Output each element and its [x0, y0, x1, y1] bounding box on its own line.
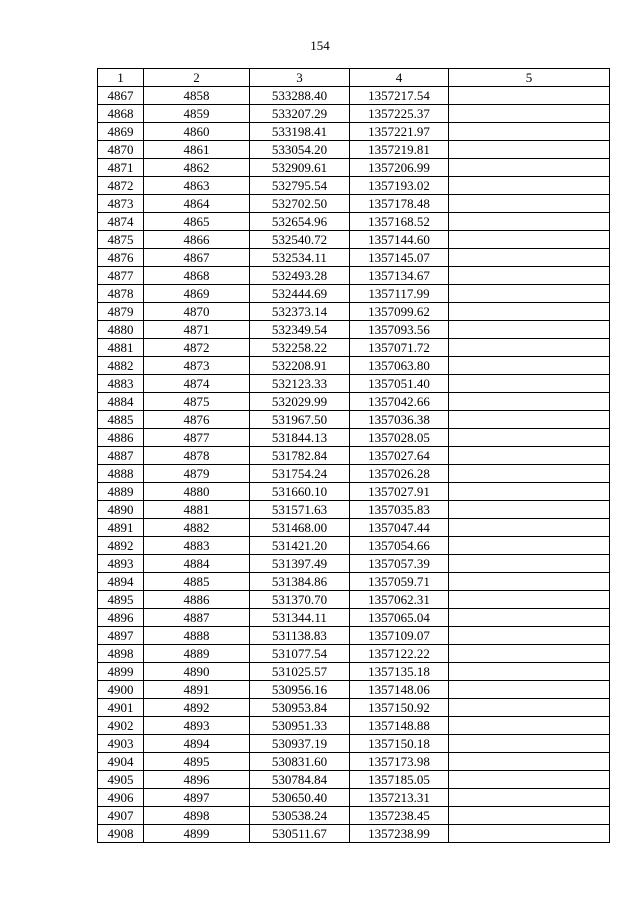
- note-cell: [449, 303, 610, 321]
- row-number-cell: 4880: [98, 321, 144, 339]
- note-cell: [449, 519, 610, 537]
- y-coordinate-cell: 1357062.31: [350, 591, 449, 609]
- table-row: [98, 501, 610, 519]
- table-row: [98, 195, 610, 213]
- point-number-cell: 4886: [144, 591, 250, 609]
- row-number-cell: 4893: [98, 555, 144, 573]
- note-cell: [449, 267, 610, 285]
- note-cell: [449, 285, 610, 303]
- table-row: [98, 123, 610, 141]
- note-cell: [449, 591, 610, 609]
- point-number-cell: 4871: [144, 321, 250, 339]
- table-row: [98, 375, 610, 393]
- x-coordinate-cell: 532795.54: [250, 177, 350, 195]
- y-coordinate-cell: 1357150.18: [350, 735, 449, 753]
- row-number-cell: 4905: [98, 771, 144, 789]
- point-number-cell: 4862: [144, 159, 250, 177]
- table-row: [98, 627, 610, 645]
- note-cell: [449, 627, 610, 645]
- point-number-cell: 4869: [144, 285, 250, 303]
- note-cell: [449, 411, 610, 429]
- point-number-cell: 4895: [144, 753, 250, 771]
- point-number-cell: 4879: [144, 465, 250, 483]
- table-row: [98, 141, 610, 159]
- point-number-cell: 4874: [144, 375, 250, 393]
- row-number-cell: 4908: [98, 825, 144, 843]
- y-coordinate-cell: 1357173.98: [350, 753, 449, 771]
- point-number-cell: 4876: [144, 411, 250, 429]
- x-coordinate-cell: 532534.11: [250, 249, 350, 267]
- point-number-cell: 4893: [144, 717, 250, 735]
- note-cell: [449, 807, 610, 825]
- x-coordinate-cell: 531370.70: [250, 591, 350, 609]
- table-row: [98, 87, 610, 105]
- x-coordinate-cell: 531782.84: [250, 447, 350, 465]
- x-coordinate-cell: 533207.29: [250, 105, 350, 123]
- note-cell: [449, 339, 610, 357]
- point-number-cell: 4880: [144, 483, 250, 501]
- y-coordinate-cell: 1357225.37: [350, 105, 449, 123]
- x-coordinate-cell: 531468.00: [250, 519, 350, 537]
- note-cell: [449, 753, 610, 771]
- x-coordinate-cell: 532258.22: [250, 339, 350, 357]
- table-row: [98, 789, 610, 807]
- x-coordinate-cell: 531077.54: [250, 645, 350, 663]
- x-coordinate-cell: 530511.67: [250, 825, 350, 843]
- point-number-cell: 4859: [144, 105, 250, 123]
- x-coordinate-cell: 532208.91: [250, 357, 350, 375]
- table-row: [98, 753, 610, 771]
- column-header-1: 1: [98, 69, 144, 87]
- note-cell: [449, 123, 610, 141]
- row-number-cell: 4868: [98, 105, 144, 123]
- y-coordinate-cell: 1357213.31: [350, 789, 449, 807]
- table-row: [98, 303, 610, 321]
- note-cell: [449, 105, 610, 123]
- note-cell: [449, 789, 610, 807]
- x-coordinate-cell: 530784.84: [250, 771, 350, 789]
- note-cell: [449, 87, 610, 105]
- table-row: [98, 771, 610, 789]
- table-row: [98, 285, 610, 303]
- point-number-cell: 4881: [144, 501, 250, 519]
- x-coordinate-cell: 533054.20: [250, 141, 350, 159]
- x-coordinate-cell: 531344.11: [250, 609, 350, 627]
- table-row: [98, 519, 610, 537]
- row-number-cell: 4884: [98, 393, 144, 411]
- note-cell: [449, 483, 610, 501]
- note-cell: [449, 771, 610, 789]
- y-coordinate-cell: 1357219.81: [350, 141, 449, 159]
- row-number-cell: 4875: [98, 231, 144, 249]
- row-number-cell: 4871: [98, 159, 144, 177]
- x-coordinate-cell: 530956.16: [250, 681, 350, 699]
- row-number-cell: 4906: [98, 789, 144, 807]
- x-coordinate-cell: 532373.14: [250, 303, 350, 321]
- y-coordinate-cell: 1357134.67: [350, 267, 449, 285]
- row-number-cell: 4887: [98, 447, 144, 465]
- note-cell: [449, 159, 610, 177]
- y-coordinate-cell: 1357178.48: [350, 195, 449, 213]
- y-coordinate-cell: 1357221.97: [350, 123, 449, 141]
- y-coordinate-cell: 1357027.64: [350, 447, 449, 465]
- page-number: 154: [310, 38, 330, 53]
- column-header-3: 3: [250, 69, 350, 87]
- note-cell: [449, 249, 610, 267]
- table-row: [98, 825, 610, 843]
- x-coordinate-cell: 532123.33: [250, 375, 350, 393]
- point-number-cell: 4870: [144, 303, 250, 321]
- note-cell: [449, 735, 610, 753]
- y-coordinate-cell: 1357238.45: [350, 807, 449, 825]
- point-number-cell: 4889: [144, 645, 250, 663]
- row-number-cell: 4876: [98, 249, 144, 267]
- row-number-cell: 4869: [98, 123, 144, 141]
- x-coordinate-cell: 531844.13: [250, 429, 350, 447]
- note-cell: [449, 375, 610, 393]
- row-number-cell: 4903: [98, 735, 144, 753]
- x-coordinate-cell: 531967.50: [250, 411, 350, 429]
- table-row: [98, 231, 610, 249]
- table-row: [98, 447, 610, 465]
- x-coordinate-cell: 531421.20: [250, 537, 350, 555]
- note-cell: [449, 645, 610, 663]
- y-coordinate-cell: 1357027.91: [350, 483, 449, 501]
- x-coordinate-cell: 530951.33: [250, 717, 350, 735]
- table-row: [98, 573, 610, 591]
- y-coordinate-cell: 1357054.66: [350, 537, 449, 555]
- x-coordinate-cell: 531571.63: [250, 501, 350, 519]
- table-row: [98, 717, 610, 735]
- table-row: [98, 429, 610, 447]
- note-cell: [449, 213, 610, 231]
- point-number-cell: 4883: [144, 537, 250, 555]
- note-cell: [449, 609, 610, 627]
- point-number-cell: 4863: [144, 177, 250, 195]
- note-cell: [449, 447, 610, 465]
- table-row: [98, 213, 610, 231]
- point-number-cell: 4860: [144, 123, 250, 141]
- x-coordinate-cell: 531384.86: [250, 573, 350, 591]
- x-coordinate-cell: 530937.19: [250, 735, 350, 753]
- row-number-cell: 4886: [98, 429, 144, 447]
- row-number-cell: 4900: [98, 681, 144, 699]
- point-number-cell: 4892: [144, 699, 250, 717]
- header-row: [98, 69, 610, 87]
- x-coordinate-cell: 533288.40: [250, 87, 350, 105]
- row-number-cell: 4895: [98, 591, 144, 609]
- point-number-cell: 4875: [144, 393, 250, 411]
- table-row: [98, 663, 610, 681]
- x-coordinate-cell: 532540.72: [250, 231, 350, 249]
- point-number-cell: 4890: [144, 663, 250, 681]
- row-number-cell: 4870: [98, 141, 144, 159]
- row-number-cell: 4867: [98, 87, 144, 105]
- table-row: [98, 393, 610, 411]
- y-coordinate-cell: 1357099.62: [350, 303, 449, 321]
- row-number-cell: 4892: [98, 537, 144, 555]
- row-number-cell: 4879: [98, 303, 144, 321]
- table-row: [98, 357, 610, 375]
- row-number-cell: 4904: [98, 753, 144, 771]
- y-coordinate-cell: 1357035.83: [350, 501, 449, 519]
- note-cell: [449, 393, 610, 411]
- y-coordinate-cell: 1357150.92: [350, 699, 449, 717]
- table-row: [98, 807, 610, 825]
- x-coordinate-cell: 531660.10: [250, 483, 350, 501]
- row-number-cell: 4899: [98, 663, 144, 681]
- y-coordinate-cell: 1357145.07: [350, 249, 449, 267]
- y-coordinate-cell: 1357063.80: [350, 357, 449, 375]
- y-coordinate-cell: 1357057.39: [350, 555, 449, 573]
- table-row: [98, 645, 610, 663]
- note-cell: [449, 825, 610, 843]
- table-row: [98, 267, 610, 285]
- note-cell: [449, 141, 610, 159]
- point-number-cell: 4865: [144, 213, 250, 231]
- row-number-cell: 4907: [98, 807, 144, 825]
- note-cell: [449, 195, 610, 213]
- point-number-cell: 4891: [144, 681, 250, 699]
- point-number-cell: 4868: [144, 267, 250, 285]
- row-number-cell: 4888: [98, 465, 144, 483]
- point-number-cell: 4888: [144, 627, 250, 645]
- note-cell: [449, 357, 610, 375]
- point-number-cell: 4898: [144, 807, 250, 825]
- note-cell: [449, 231, 610, 249]
- y-coordinate-cell: 1357122.22: [350, 645, 449, 663]
- note-cell: [449, 717, 610, 735]
- y-coordinate-cell: 1357148.88: [350, 717, 449, 735]
- table-row: [98, 339, 610, 357]
- y-coordinate-cell: 1357193.02: [350, 177, 449, 195]
- row-number-cell: 4882: [98, 357, 144, 375]
- x-coordinate-cell: 532654.96: [250, 213, 350, 231]
- x-coordinate-cell: 531397.49: [250, 555, 350, 573]
- y-coordinate-cell: 1357148.06: [350, 681, 449, 699]
- x-coordinate-cell: 532493.28: [250, 267, 350, 285]
- row-number-cell: 4889: [98, 483, 144, 501]
- x-coordinate-cell: 532702.50: [250, 195, 350, 213]
- note-cell: [449, 177, 610, 195]
- x-coordinate-cell: 532349.54: [250, 321, 350, 339]
- point-number-cell: 4866: [144, 231, 250, 249]
- y-coordinate-cell: 1357036.38: [350, 411, 449, 429]
- note-cell: [449, 573, 610, 591]
- y-coordinate-cell: 1357065.04: [350, 609, 449, 627]
- note-cell: [449, 537, 610, 555]
- table-row: [98, 681, 610, 699]
- row-number-cell: 4902: [98, 717, 144, 735]
- row-number-cell: 4883: [98, 375, 144, 393]
- x-coordinate-cell: 531025.57: [250, 663, 350, 681]
- table-header: [98, 69, 610, 87]
- point-number-cell: 4884: [144, 555, 250, 573]
- y-coordinate-cell: 1357135.18: [350, 663, 449, 681]
- row-number-cell: 4896: [98, 609, 144, 627]
- row-number-cell: 4894: [98, 573, 144, 591]
- table-row: [98, 591, 610, 609]
- row-number-cell: 4901: [98, 699, 144, 717]
- y-coordinate-cell: 1357144.60: [350, 231, 449, 249]
- point-number-cell: 4878: [144, 447, 250, 465]
- table-row: [98, 105, 610, 123]
- row-number-cell: 4872: [98, 177, 144, 195]
- column-header-2: 2: [144, 69, 250, 87]
- row-number-cell: 4890: [98, 501, 144, 519]
- table-row: [98, 249, 610, 267]
- y-coordinate-cell: 1357047.44: [350, 519, 449, 537]
- x-coordinate-cell: 530953.84: [250, 699, 350, 717]
- y-coordinate-cell: 1357217.54: [350, 87, 449, 105]
- x-coordinate-cell: 532444.69: [250, 285, 350, 303]
- y-coordinate-cell: 1357206.99: [350, 159, 449, 177]
- y-coordinate-cell: 1357185.05: [350, 771, 449, 789]
- x-coordinate-cell: 530831.60: [250, 753, 350, 771]
- y-coordinate-cell: 1357026.28: [350, 465, 449, 483]
- y-coordinate-cell: 1357109.07: [350, 627, 449, 645]
- row-number-cell: 4874: [98, 213, 144, 231]
- table-row: [98, 411, 610, 429]
- note-cell: [449, 681, 610, 699]
- x-coordinate-cell: 531754.24: [250, 465, 350, 483]
- point-number-cell: 4887: [144, 609, 250, 627]
- table-row: [98, 159, 610, 177]
- point-number-cell: 4867: [144, 249, 250, 267]
- row-number-cell: 4877: [98, 267, 144, 285]
- table-row: [98, 177, 610, 195]
- point-number-cell: 4899: [144, 825, 250, 843]
- y-coordinate-cell: 1357168.52: [350, 213, 449, 231]
- table-row: [98, 483, 610, 501]
- note-cell: [449, 465, 610, 483]
- point-number-cell: 4885: [144, 573, 250, 591]
- column-header-4: 4: [350, 69, 449, 87]
- y-coordinate-cell: 1357093.56: [350, 321, 449, 339]
- point-number-cell: 4882: [144, 519, 250, 537]
- x-coordinate-cell: 532909.61: [250, 159, 350, 177]
- table-row: [98, 735, 610, 753]
- note-cell: [449, 555, 610, 573]
- point-number-cell: 4896: [144, 771, 250, 789]
- row-number-cell: 4873: [98, 195, 144, 213]
- point-number-cell: 4877: [144, 429, 250, 447]
- y-coordinate-cell: 1357117.99: [350, 285, 449, 303]
- row-number-cell: 4897: [98, 627, 144, 645]
- y-coordinate-cell: 1357028.05: [350, 429, 449, 447]
- point-number-cell: 4861: [144, 141, 250, 159]
- table-row: [98, 699, 610, 717]
- x-coordinate-cell: 530538.24: [250, 807, 350, 825]
- y-coordinate-cell: 1357071.72: [350, 339, 449, 357]
- coordinates-table: [97, 68, 610, 843]
- y-coordinate-cell: 1357051.40: [350, 375, 449, 393]
- note-cell: [449, 501, 610, 519]
- table-row: [98, 609, 610, 627]
- point-number-cell: 4858: [144, 87, 250, 105]
- row-number-cell: 4891: [98, 519, 144, 537]
- note-cell: [449, 699, 610, 717]
- row-number-cell: 4885: [98, 411, 144, 429]
- row-number-cell: 4881: [98, 339, 144, 357]
- row-number-cell: 4878: [98, 285, 144, 303]
- column-header-5: 5: [449, 69, 610, 87]
- table-row: [98, 465, 610, 483]
- table-row: [98, 321, 610, 339]
- y-coordinate-cell: 1357042.66: [350, 393, 449, 411]
- x-coordinate-cell: 532029.99: [250, 393, 350, 411]
- point-number-cell: 4873: [144, 357, 250, 375]
- note-cell: [449, 321, 610, 339]
- x-coordinate-cell: 530650.40: [250, 789, 350, 807]
- note-cell: [449, 429, 610, 447]
- x-coordinate-cell: 531138.83: [250, 627, 350, 645]
- note-cell: [449, 663, 610, 681]
- table-row: [98, 537, 610, 555]
- point-number-cell: 4897: [144, 789, 250, 807]
- point-number-cell: 4864: [144, 195, 250, 213]
- table-body: [98, 87, 610, 843]
- y-coordinate-cell: 1357059.71: [350, 573, 449, 591]
- table-row: [98, 555, 610, 573]
- point-number-cell: 4894: [144, 735, 250, 753]
- row-number-cell: 4898: [98, 645, 144, 663]
- y-coordinate-cell: 1357238.99: [350, 825, 449, 843]
- x-coordinate-cell: 533198.41: [250, 123, 350, 141]
- point-number-cell: 4872: [144, 339, 250, 357]
